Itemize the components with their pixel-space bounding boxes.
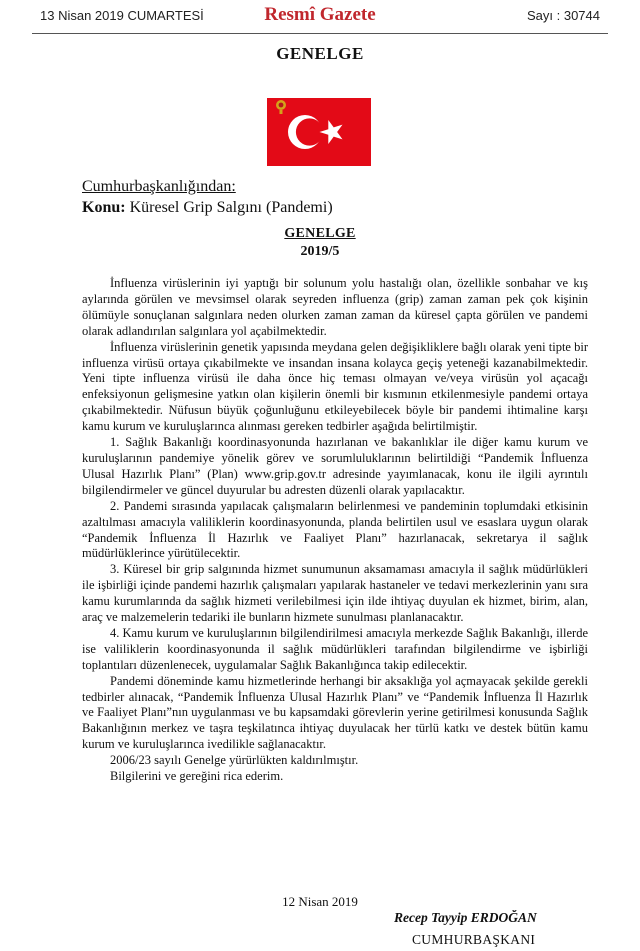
circular-number: 2019/5 (300, 244, 340, 259)
presidential-emblem-icon (275, 99, 287, 115)
paragraph: Pandemi döneminde kamu hizmetlerinde herhangi bir aksaklığa yol açmayacak şekilde gerekli tedbirler alınacak, “Pandemik İnfluenza Ulusal Hazırlık Planı” ve “Pandemik İnfluenza İl Hazırlık ve Faaliyet Planı”nın uygulanması ve bu kapsamdaki görevlerin yerine getirilmesi konusunda Sağlık Bakanlığının merkez ve taşra teşkilatınca ihtiyaç duyulacak her türlü katkı ve destek bütün kamu kurum ve kuruluşlarınca ivedilikle sağlanacaktır. (82, 673, 588, 752)
header-date: 13 Nisan 2019 CUMARTESİ (40, 8, 204, 23)
paragraph: İnfluenza virüslerinin genetik yapısında meydana gelen değişikliklere bağlı olarak yeni tipte bir influenza virüsü ortaya çıkabilmekte ve insandan insana kolayca geçiş yeteneği kazanabilmektedir. Yeni tipte influenza virüsü ile daha önce hiç teması olmayan ve/veya virüsün yol açacağı enfeksiyonun gelişmesine yatkın olan kişilerin önemli bir kısmının etkilenmesiyle pandemi ortaya çıkabilmektedir. Nüfusun büyük çoğunluğunu etkileyebilecek böyle bir pandemi ihtimaline karşı kamu kurum ve kuruluşlarınca alınması gereken tedbirler aşağıda belirtilmiştir. (82, 339, 588, 434)
gazette-title: Resmî Gazete (264, 4, 376, 25)
issuing-authority: Cumhurbaşkanlığından: (82, 178, 236, 195)
paragraph: 2006/23 sayılı Genelge yürürlükten kaldırılmıştır. (110, 753, 359, 768)
signature-date: 12 Nisan 2019 (282, 894, 358, 909)
section-title: GENELGE (276, 44, 364, 63)
issue-number: Sayı : 30744 (527, 8, 600, 23)
paragraph: Bilgilerini ve gereğini rica ederim. (110, 769, 284, 784)
header-divider (32, 33, 608, 34)
circular-body (82, 276, 588, 785)
paragraph: 2. Pandemi sırasında yapılacak çalışmaların belirlenmesi ve pandeminin toplumdaki etkisinin azaltılması amacıyla valiliklerin koordinasyonunda, planda belirtilen usul ve esaslara uygun olarak “Pandemik İnfluenza İl Hazırlık ve Faaliyet Planı” hazırlanacak, sekretarya il sağlık müdürlüklerince yürütülecektir. (82, 498, 588, 561)
subject-key: Konu: (82, 199, 126, 216)
subject-value: Küresel Grip Salgını (Pandemi) (129, 199, 333, 216)
paragraph: 1. Sağlık Bakanlığı koordinasyonunda hazırlanan ve bakanlıklar ile diğer kamu kurum ve kuruluşlarının pandemiye yönelik görev ve sorumluluklarının belirtildiği “Pandemik İnfluenza Ulusal Hazırlık Planı” (Plan) www.grip.gov.tr adresinde yayımlanacak, konu ile ilgili ayrıntılı bilgilendirmeler ve güncel duyurular bu adresten düzenli olarak yapılacaktır. (82, 435, 588, 497)
subject-line (82, 199, 333, 217)
circular-heading: GENELGE (284, 226, 356, 241)
signer-name: Recep Tayyip ERDOĞAN (394, 910, 537, 925)
gazette-header (0, 0, 640, 34)
paragraph: 3. Küresel bir grip salgınında hizmet sunumunun aksamaması amacıyla il sağlık müdürlükleri ile işbirliği içinde pandemi hazırlık çalışmaları yapılarak hastaneler ve tedavi merkezlerinin yanı sıra kamu kurumlarında da sağlık hizmeti verilebilmesi için ilde ihtiyaç duyulan ek hizmet, birim, alan, araç ve malzemelerin tedariki ile bunların hizmete sunulması planlanacaktır. (82, 562, 588, 625)
signer-title: CUMHURBAŞKANI (412, 932, 536, 947)
paragraph: İnfluenza virüslerinin iyi yaptığı bir solunum yolu hastalığı olan, özellikle sonbahar ve kış aylarında görülen ve mevsimsel olarak seyreden influenza (grip) zaman zaman pek çok kişinin ölümüyle sonuçlanan salgınlara neden olurken zaman zaman da küresel çapta görülen ve pandemi olarak adlandırılan salgınlara yol açabilmektedir. (82, 276, 588, 338)
paragraph: 4. Kamu kurum ve kuruluşlarının bilgilendirilmesi amacıyla merkezde Sağlık Bakanlığı, illerde ise valiliklerin koordinasyonunda il sağlık müdürlükleri tarafından bilgilendirme ve işbirliği toplantıları düzenlenecek, uygulamalar Sağlık Bakanlığınca takip edilecektir. (82, 625, 588, 672)
